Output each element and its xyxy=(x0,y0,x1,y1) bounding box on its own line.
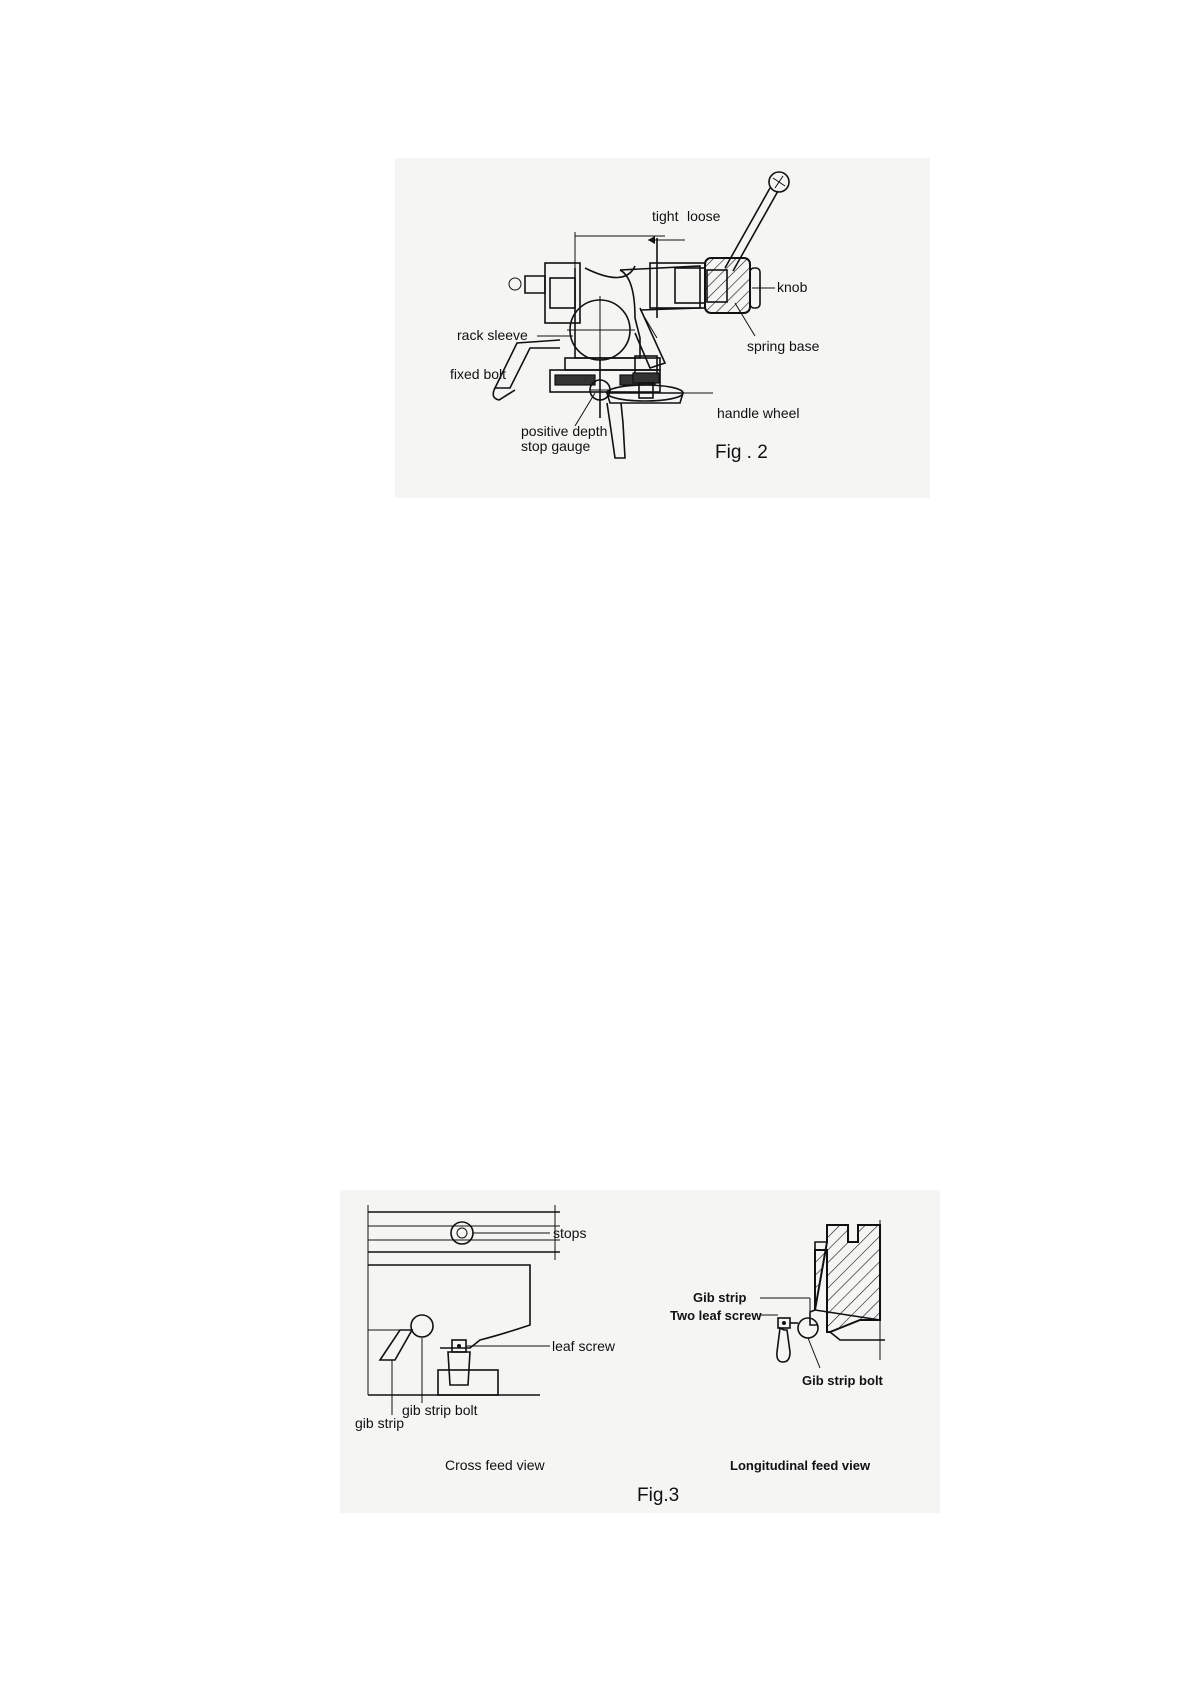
cross-feed-view-drawing xyxy=(368,1205,560,1415)
figure-3-caption: Fig.3 xyxy=(637,1485,680,1506)
spring-housing xyxy=(620,238,750,318)
label-handle-wheel: handle wheel xyxy=(717,405,800,421)
cross-feed-view-title: Cross feed view xyxy=(445,1457,545,1473)
head-body xyxy=(509,263,640,418)
label-stop-gauge: stop gauge xyxy=(521,438,591,454)
feed-lever xyxy=(725,172,789,271)
label-stops: stops xyxy=(553,1225,587,1241)
label-two-leaf-screw: Two leaf screw xyxy=(670,1308,762,1323)
label-gib-strip-long: Gib strip xyxy=(693,1290,747,1305)
label-knob: knob xyxy=(777,279,808,295)
label-spring-base: spring base xyxy=(747,338,820,354)
label-rack-sleeve: rack sleeve xyxy=(457,327,528,343)
label-tight: tight xyxy=(652,208,679,224)
label-loose: loose xyxy=(687,208,721,224)
figure-2-caption: Fig . 2 xyxy=(715,442,768,463)
longitudinal-feed-view-drawing xyxy=(760,1220,885,1368)
label-fixed-bolt: fixed bolt xyxy=(450,366,507,382)
longitudinal-feed-view-title: Longitudinal feed view xyxy=(730,1458,871,1473)
figure-3 xyxy=(340,1190,940,1513)
label-gib-strip: gib strip xyxy=(355,1415,405,1431)
label-leaf-screw: leaf screw xyxy=(552,1338,616,1354)
label-gib-strip-bolt-long: Gib strip bolt xyxy=(802,1373,883,1388)
figure-2 xyxy=(395,158,930,498)
label-gib-strip-bolt: gib strip bolt xyxy=(402,1402,478,1418)
figure-2-drawing xyxy=(395,158,930,498)
tight-loose-arrow xyxy=(648,236,685,244)
figure-3-drawing xyxy=(340,1190,940,1513)
label-positive-depth: positive depth xyxy=(521,423,608,439)
